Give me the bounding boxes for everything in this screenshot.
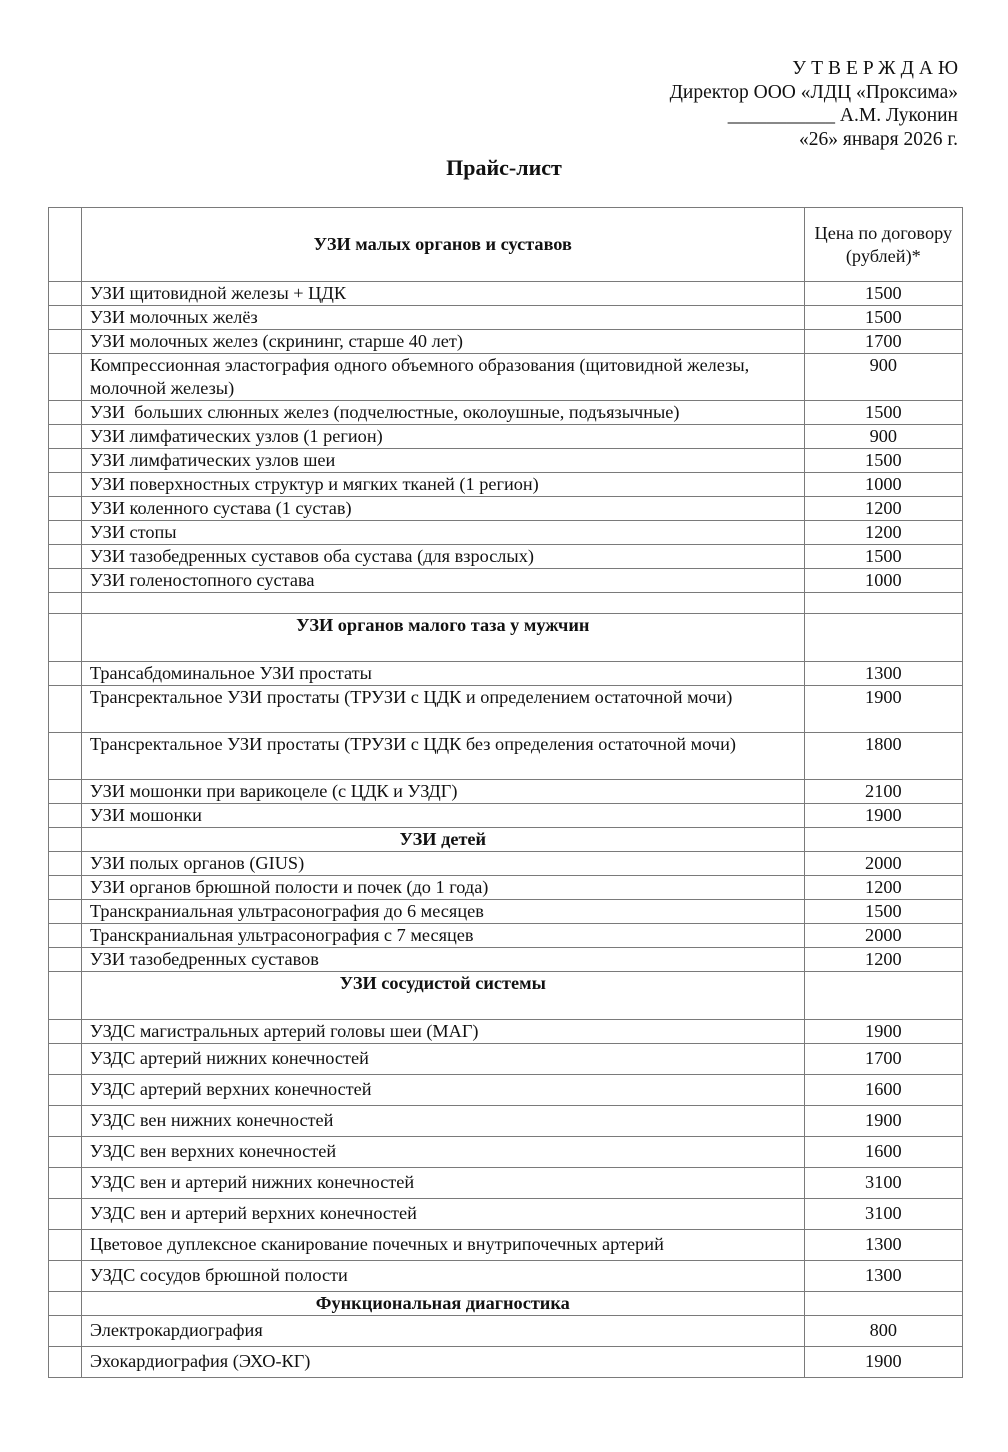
service-price: 1800: [804, 733, 962, 780]
service-name: УЗИ молочных желёз: [81, 306, 804, 330]
service-name: УЗИ больших слюнных желез (подчелюстные, околоушные, подъязычные): [81, 401, 804, 425]
service-name: Трансректальное УЗИ простаты (ТРУЗИ с ЦДК и определением остаточной мочи): [81, 686, 804, 733]
price-column-header: Цена по договору (рублей)*: [804, 208, 962, 282]
signer-name: А.М. Луконин: [839, 105, 958, 126]
service-name: Электрокардиография: [81, 1316, 804, 1347]
service-price: 2000: [804, 852, 962, 876]
service-name: УЗИ коленного сустава (1 сустав): [81, 497, 804, 521]
service-price: 1500: [804, 545, 962, 569]
service-name: УЗИ лимфатических узлов шеи: [81, 449, 804, 473]
service-name: УЗДС сосудов брюшной полости: [81, 1261, 804, 1292]
table-row: [49, 545, 963, 569]
table-row: [49, 521, 963, 545]
service-name: Трансабдоминальное УЗИ простаты: [81, 662, 804, 686]
service-price: 1900: [804, 1106, 962, 1137]
service-name: УЗИ мошонки: [81, 804, 804, 828]
service-price: 1000: [804, 569, 962, 593]
service-price: 3100: [804, 1168, 962, 1199]
empty-row: [49, 593, 963, 614]
table-row: [49, 1168, 963, 1199]
service-name: УЗИ лимфатических узлов (1 регион): [81, 425, 804, 449]
service-price: 1700: [804, 1044, 962, 1075]
approval-block: [669, 57, 963, 151]
service-price: 1300: [804, 1230, 962, 1261]
service-name: Цветовое дуплексное сканирование почечных и внутрипочечных артерий: [81, 1230, 804, 1261]
section-heading: УЗИ сосудистой системы: [81, 972, 804, 1020]
service-price: 1900: [804, 804, 962, 828]
table-row: [49, 852, 963, 876]
table-row: [49, 473, 963, 497]
table-row: [49, 1020, 963, 1044]
signature-row: [670, 104, 958, 128]
table-row: [49, 876, 963, 900]
section-heading: Функциональная диагностика: [81, 1292, 804, 1316]
service-price: 1500: [804, 306, 962, 330]
service-price: 1200: [804, 876, 962, 900]
table-row: [49, 1347, 963, 1378]
service-name: УЗИ тазобедренных суставов оба сустава (для взрослых): [81, 545, 804, 569]
service-name: УЗИ тазобедренных суставов: [81, 948, 804, 972]
service-name: УЗДС вен и артерий верхних конечностей: [81, 1199, 804, 1230]
service-name: Транскраниальная ультрасонография с 7 месяцев: [81, 924, 804, 948]
service-price: 2000: [804, 924, 962, 948]
table-row: [49, 686, 963, 733]
price-table: [48, 207, 963, 1378]
service-price: 800: [804, 1316, 962, 1347]
table-row: [49, 1044, 963, 1075]
service-name: УЗДС вен и артерий нижних конечностей: [81, 1168, 804, 1199]
service-name: УЗИ полых органов (GIUS): [81, 852, 804, 876]
service-price: 1300: [804, 662, 962, 686]
service-price: 1200: [804, 521, 962, 545]
service-price: 1500: [804, 282, 962, 306]
section-heading: УЗИ органов малого таза у мужчин: [81, 614, 804, 662]
table-row: [49, 282, 963, 306]
service-name: Эхокардиография (ЭХО-КГ): [81, 1347, 804, 1378]
director-position: Директор ООО «ЛДЦ «Проксима»: [669, 81, 958, 103]
service-price: 1600: [804, 1137, 962, 1168]
service-price: 1900: [804, 686, 962, 733]
table-row: [49, 306, 963, 330]
service-name: УЗДС артерий нижних конечностей: [81, 1044, 804, 1075]
service-name: УЗДС вен верхних конечностей: [81, 1137, 804, 1168]
service-price: 1500: [804, 449, 962, 473]
service-name: УЗИ щитовидной железы + ЦДК: [81, 282, 804, 306]
service-price: 900: [804, 354, 962, 401]
table-row: [49, 662, 963, 686]
service-name: УЗИ стопы: [81, 521, 804, 545]
table-row: [49, 924, 963, 948]
approval-date: «26» января 2026 г.: [798, 128, 958, 150]
service-name: УЗДС магистральных артерий головы шеи (МАГ): [81, 1020, 804, 1044]
table-header-row: [49, 208, 963, 282]
service-name: УЗДС артерий верхних конечностей: [81, 1075, 804, 1106]
table-row: [49, 354, 963, 401]
table-row: [49, 900, 963, 924]
service-price: 3100: [804, 1199, 962, 1230]
table-row: [49, 780, 963, 804]
table-row: [49, 1199, 963, 1230]
service-price: 1600: [804, 1075, 962, 1106]
service-price: 1500: [804, 401, 962, 425]
service-price: 900: [804, 425, 962, 449]
signature-line: ___________: [727, 105, 836, 126]
table-row: [49, 948, 963, 972]
service-price: 1000: [804, 473, 962, 497]
section-row: [49, 972, 963, 1020]
table-row: [49, 330, 963, 354]
service-price: 2100: [804, 780, 962, 804]
table-row: [49, 1261, 963, 1292]
service-name: Транскраниальная ультрасонография до 6 месяцев: [81, 900, 804, 924]
table-row: [49, 1230, 963, 1261]
table-row: [49, 804, 963, 828]
service-name: УЗИ мошонки при варикоцеле (с ЦДК и УЗДГ): [81, 780, 804, 804]
service-name: Компрессионная эластография одного объемного образования (щитовидной железы, молочной железы): [81, 354, 804, 401]
document-title: Прайс-лист: [446, 155, 562, 180]
service-price: 1200: [804, 497, 962, 521]
section-row: [49, 828, 963, 852]
service-price: 1700: [804, 330, 962, 354]
section-row: [49, 1292, 963, 1316]
number-cell: [49, 208, 82, 282]
table-row: [49, 449, 963, 473]
service-name: УЗИ поверхностных структур и мягких тканей (1 регион): [81, 473, 804, 497]
table-row: [49, 733, 963, 780]
table-row: [49, 1106, 963, 1137]
table-row: [49, 401, 963, 425]
approve-heading: УТВЕРЖДАЮ: [792, 58, 963, 79]
table-row: [49, 497, 963, 521]
service-name: УЗИ голеностопного сустава: [81, 569, 804, 593]
service-price: 1300: [804, 1261, 962, 1292]
table-row: [49, 569, 963, 593]
table-row: [49, 1316, 963, 1347]
service-name: УЗДС вен нижних конечностей: [81, 1106, 804, 1137]
section-row: [49, 614, 963, 662]
service-name: УЗИ органов брюшной полости и почек (до 1 года): [81, 876, 804, 900]
service-price: 1200: [804, 948, 962, 972]
service-price: 1900: [804, 1347, 962, 1378]
service-name: Трансректальное УЗИ простаты (ТРУЗИ с ЦДК без определения остаточной мочи): [81, 733, 804, 780]
table-row: [49, 1137, 963, 1168]
section-heading: УЗИ детей: [81, 828, 804, 852]
service-price: 1500: [804, 900, 962, 924]
table-row: [49, 425, 963, 449]
section-heading: УЗИ малых органов и суставов: [81, 208, 804, 282]
service-name: УЗИ молочных желез (скрининг, старше 40 лет): [81, 330, 804, 354]
service-price: 1900: [804, 1020, 962, 1044]
table-row: [49, 1075, 963, 1106]
